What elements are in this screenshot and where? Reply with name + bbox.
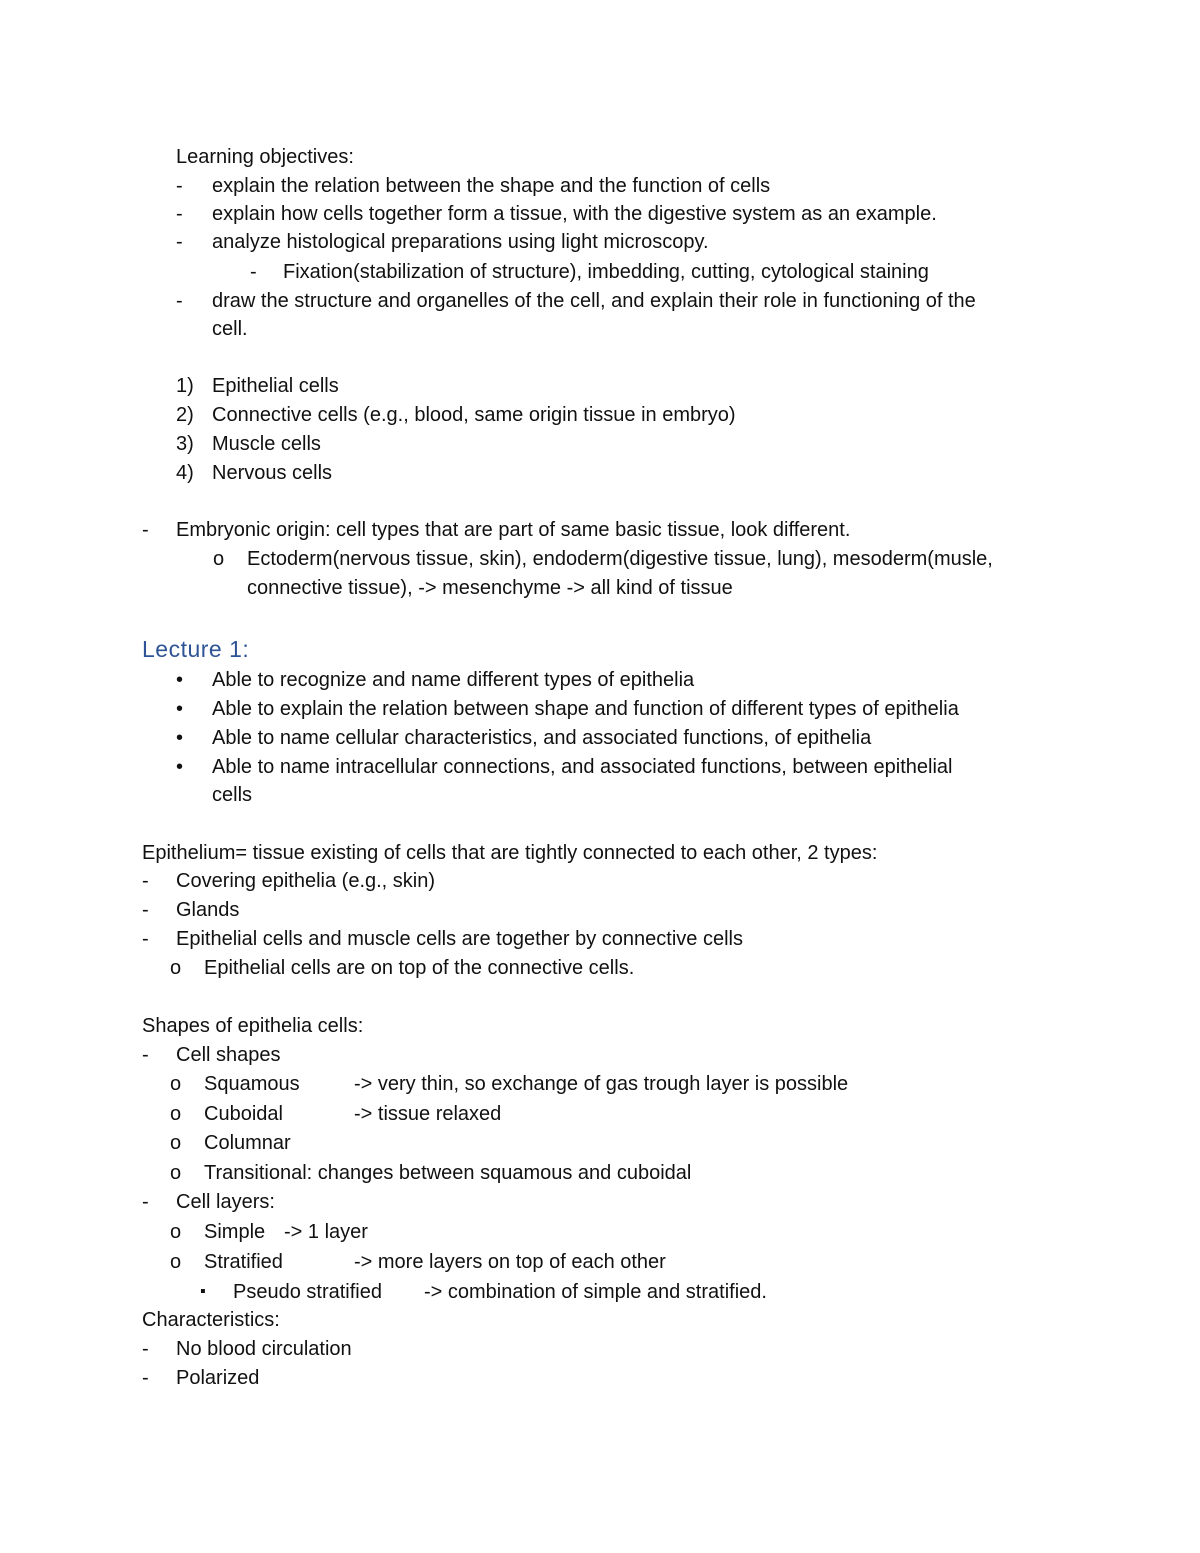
objective-item: explain how cells together form a tissue, with the digestive system as an example. — [212, 203, 937, 225]
circle-marker: o — [170, 1221, 182, 1243]
lecture-heading: Lecture 1: — [142, 636, 250, 662]
dash-marker: - — [176, 290, 183, 312]
dash-marker: - — [142, 870, 149, 892]
characteristic-item: No blood circulation — [176, 1338, 352, 1360]
objective-item: draw the structure and organelles of the cell, and explain their role in functioning of the — [212, 290, 976, 312]
lecture-goal-item-continued: cells — [212, 784, 253, 806]
dash-marker: - — [142, 928, 149, 950]
cell-shapes-label: Cell shapes — [176, 1044, 281, 1066]
dash-marker: - — [176, 231, 183, 253]
circle-marker: o — [170, 1132, 182, 1154]
bullet-marker: • — [176, 727, 184, 749]
cell-type-item: Epithelial cells — [212, 375, 339, 397]
lecture-goal-item: Able to name intracellular connections, and associated functions, between epithelial — [212, 756, 953, 778]
objective-item: explain the relation between the shape and the function of cells — [212, 175, 771, 197]
circle-marker: o — [213, 548, 225, 570]
epithelium-type-item: Covering epithelia (e.g., skin) — [176, 870, 436, 892]
dash-marker: - — [142, 899, 149, 921]
lecture-goal-item: Able to explain the relation between shape and function of different types of epithelia — [212, 698, 959, 720]
epithelium-definition: Epithelium= tissue existing of cells that are tightly connected to each other, 2 types: — [142, 842, 878, 864]
shape-squamous-desc: -> very thin, so exchange of gas trough layer is possible — [354, 1073, 849, 1095]
layer-simple-desc: -> 1 layer — [284, 1221, 368, 1243]
objective-item-continued: cell. — [212, 318, 248, 340]
germ-layers-line: Ectoderm(nervous tissue, skin), endoderm(digestive tissue, lung), mesoderm(musle, — [247, 548, 993, 570]
circle-marker: o — [170, 1103, 182, 1125]
cell-type-item: Muscle cells — [212, 433, 321, 455]
shape-squamous: Squamous — [204, 1073, 300, 1095]
germ-layers-line-continued: connective tissue), -> mesenchyme -> all kind of tissue — [247, 577, 733, 599]
dash-marker: - — [142, 1338, 149, 1360]
layer-pseudo-stratified: Pseudo stratified — [233, 1281, 382, 1303]
dash-marker: - — [142, 1191, 149, 1213]
bullet-marker: • — [176, 698, 184, 720]
epithelium-type-item: Glands — [176, 899, 240, 921]
number-marker: 3) — [176, 433, 194, 455]
circle-marker: o — [170, 1073, 182, 1095]
dash-marker: - — [142, 1044, 149, 1066]
dash-marker: - — [142, 519, 149, 541]
shape-columnar: Columnar — [204, 1132, 291, 1154]
lecture-goal-item: Able to recognize and name different types of epithelia — [212, 669, 695, 691]
shapes-title: Shapes of epithelia cells: — [142, 1015, 364, 1037]
number-marker: 4) — [176, 462, 194, 484]
bullet-marker: • — [176, 756, 184, 778]
square-marker: ▪ — [200, 1283, 206, 1300]
embryonic-origin-line: Embryonic origin: cell types that are part of same basic tissue, look different. — [176, 519, 851, 541]
layer-pseudo-stratified-desc: -> combination of simple and stratified. — [424, 1281, 767, 1303]
shape-transitional: Transitional: changes between squamous and cuboidal — [204, 1162, 692, 1184]
characteristic-item: Polarized — [176, 1367, 260, 1389]
lecture-goal-item: Able to name cellular characteristics, and associated functions, of epithelia — [212, 727, 872, 749]
circle-marker: o — [170, 1162, 182, 1184]
layer-simple: Simple — [204, 1221, 266, 1243]
circle-marker: o — [170, 1251, 182, 1273]
dash-marker: - — [250, 261, 257, 283]
cell-type-item: Connective cells (e.g., blood, same origin tissue in embryo) — [212, 404, 736, 426]
objectives-title: Learning objectives: — [176, 146, 354, 168]
shape-cuboidal: Cuboidal — [204, 1103, 283, 1125]
number-marker: 2) — [176, 404, 194, 426]
bullet-marker: • — [176, 669, 184, 691]
layer-stratified-desc: -> more layers on top of each other — [354, 1251, 666, 1273]
objective-item: analyze histological preparations using light microscopy. — [212, 231, 709, 253]
dash-marker: - — [176, 203, 183, 225]
dash-marker: - — [176, 175, 183, 197]
cell-layers-label: Cell layers: — [176, 1191, 275, 1213]
objective-sub-item: Fixation(stabilization of structure), imbedding, cutting, cytological staining — [283, 261, 929, 283]
epithelium-sub-item: Epithelial cells are on top of the connective cells. — [204, 957, 635, 979]
shape-cuboidal-desc: -> tissue relaxed — [354, 1103, 502, 1125]
number-marker: 1) — [176, 375, 194, 397]
circle-marker: o — [170, 957, 182, 979]
cell-type-item: Nervous cells — [212, 462, 333, 484]
layer-stratified: Stratified — [204, 1251, 283, 1273]
characteristics-title: Characteristics: — [142, 1309, 280, 1331]
dash-marker: - — [142, 1367, 149, 1389]
epithelium-type-item: Epithelial cells and muscle cells are together by connective cells — [176, 928, 743, 950]
